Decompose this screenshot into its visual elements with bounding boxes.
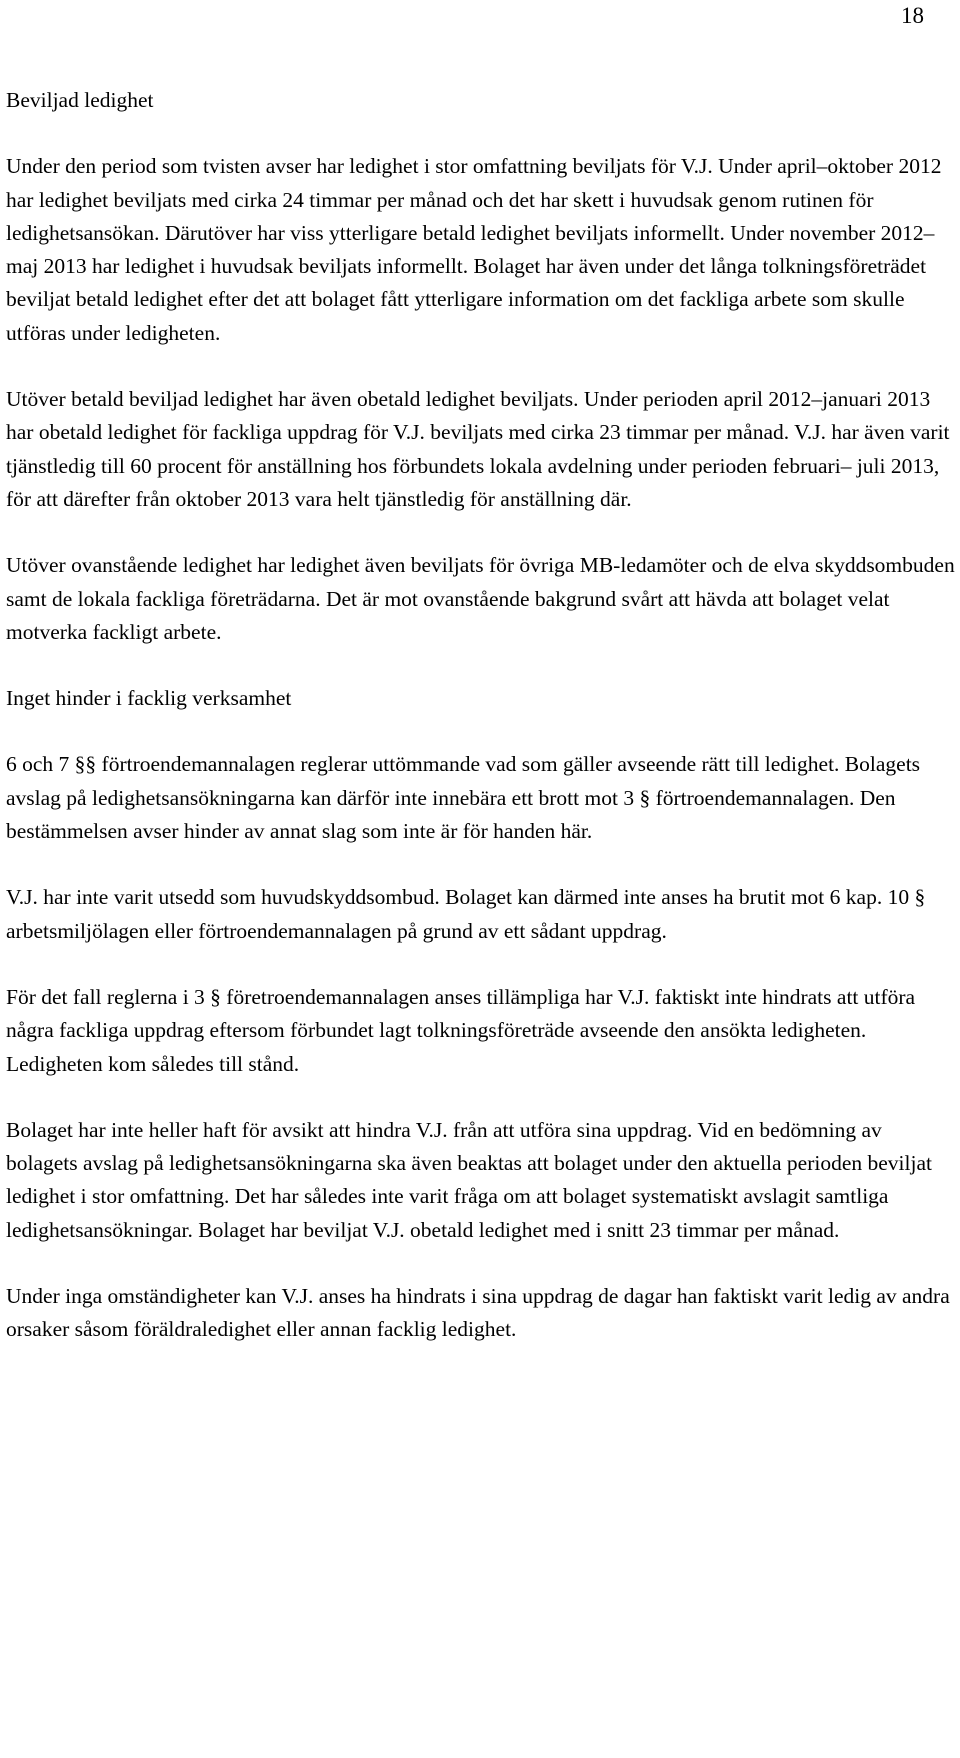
section-heading: Beviljad ledighet: [6, 88, 154, 112]
section-inget-hinder: [6, 682, 956, 1346]
body-paragraph: Bolaget har inte heller haft för avsikt att hindra V.J. från att utföra sina uppdrag. Vid en bedömning av bolagets avslag på ledighetsansökningarna ska även beaktas att bolaget under den aktuella perioden beviljat ledighet i stor omfattning. Det har således inte varit fråga om att bolaget systematiskt avslagit samtliga ledighetsansökningar. Bolaget har beviljat V.J. obetald ledighet med i snitt 23 timmar per månad.: [6, 1117, 932, 1242]
section-heading: Inget hinder i facklig verksamhet: [6, 686, 292, 711]
body-paragraph: Utöver betald beviljad ledighet har även obetald ledighet beviljats. Under perioden april 2012–januari 2013 har obetald ledighet för fackliga uppdrag för V.J. beviljats med cirka 23 timmar per månad. V.J. har även varit tjänstledig till 60 procent för anställning hos förbundets lokala avdelning under perioden februari– juli 2013, för att därefter från oktober 2013 vara helt tjänstledig för anställning där.: [6, 387, 950, 511]
body-paragraph: V.J. har inte varit utsedd som huvudskyddsombud. Bolaget kan därmed inte anses ha brutit mot 6 kap. 10 § arbetsmiljölagen eller förtroendemannalagen på grund av ett sådant uppdrag.: [6, 885, 926, 943]
body-paragraph: För det fall reglerna i 3 § företroendemannalagen anses tillämpliga har V.J. faktiskt inte hindrats att utföra några fackliga uppdrag eftersom förbundet lagt tolkningsföreträde avseende den ansökta ledigheten. Ledigheten kom således till stånd.: [6, 984, 916, 1076]
body-paragraph: Under inga omständigheter kan V.J. anses ha hindrats i sina uppdrag de dagar han faktiskt varit ledig av andra orsaker såsom föräldraledighet eller annan facklig ledighet.: [6, 1284, 950, 1342]
body-paragraph: Under den period som tvisten avser har ledighet i stor omfattning beviljats för V.J. Under april–oktober 2012 har ledighet beviljats med cirka 24 timmar per månad och det har skett i huvudsak genom rutinen för ledighetsansökan. Därutöver har viss ytterligare betald ledighet beviljats informellt. Under november 2012–maj 2013 har ledighet i huvudsak beviljats informellt. Bolaget har även under det långa tolkningsföreträdet beviljat betald ledighet efter det att bolaget fått ytterligare information om det fackliga arbete som skulle utföras under ledigheten.: [6, 154, 942, 345]
page-number: 18: [901, 3, 924, 28]
body-paragraph: 6 och 7 §§ förtroendemannalagen reglerar uttömmande vad som gäller avseende rätt till ledighet. Bolagets avslag på ledighetsansökningarna kan därför inte innebära ett brott mot 3 § förtroendemannalagen. Den bestämmelsen avser hinder av annat slag som inte är för handen här.: [6, 752, 921, 844]
section-beviljad-ledighet: [6, 84, 956, 649]
document-body: [6, 84, 956, 1380]
body-paragraph: Utöver ovanstående ledighet har ledighet även beviljats för övriga MB-ledamöter och de elva skyddsombuden samt de lokala fackliga företrädarna. Det är mot ovanstående bakgrund svårt att hävda att bolaget velat motverka fackligt arbete.: [6, 553, 955, 644]
